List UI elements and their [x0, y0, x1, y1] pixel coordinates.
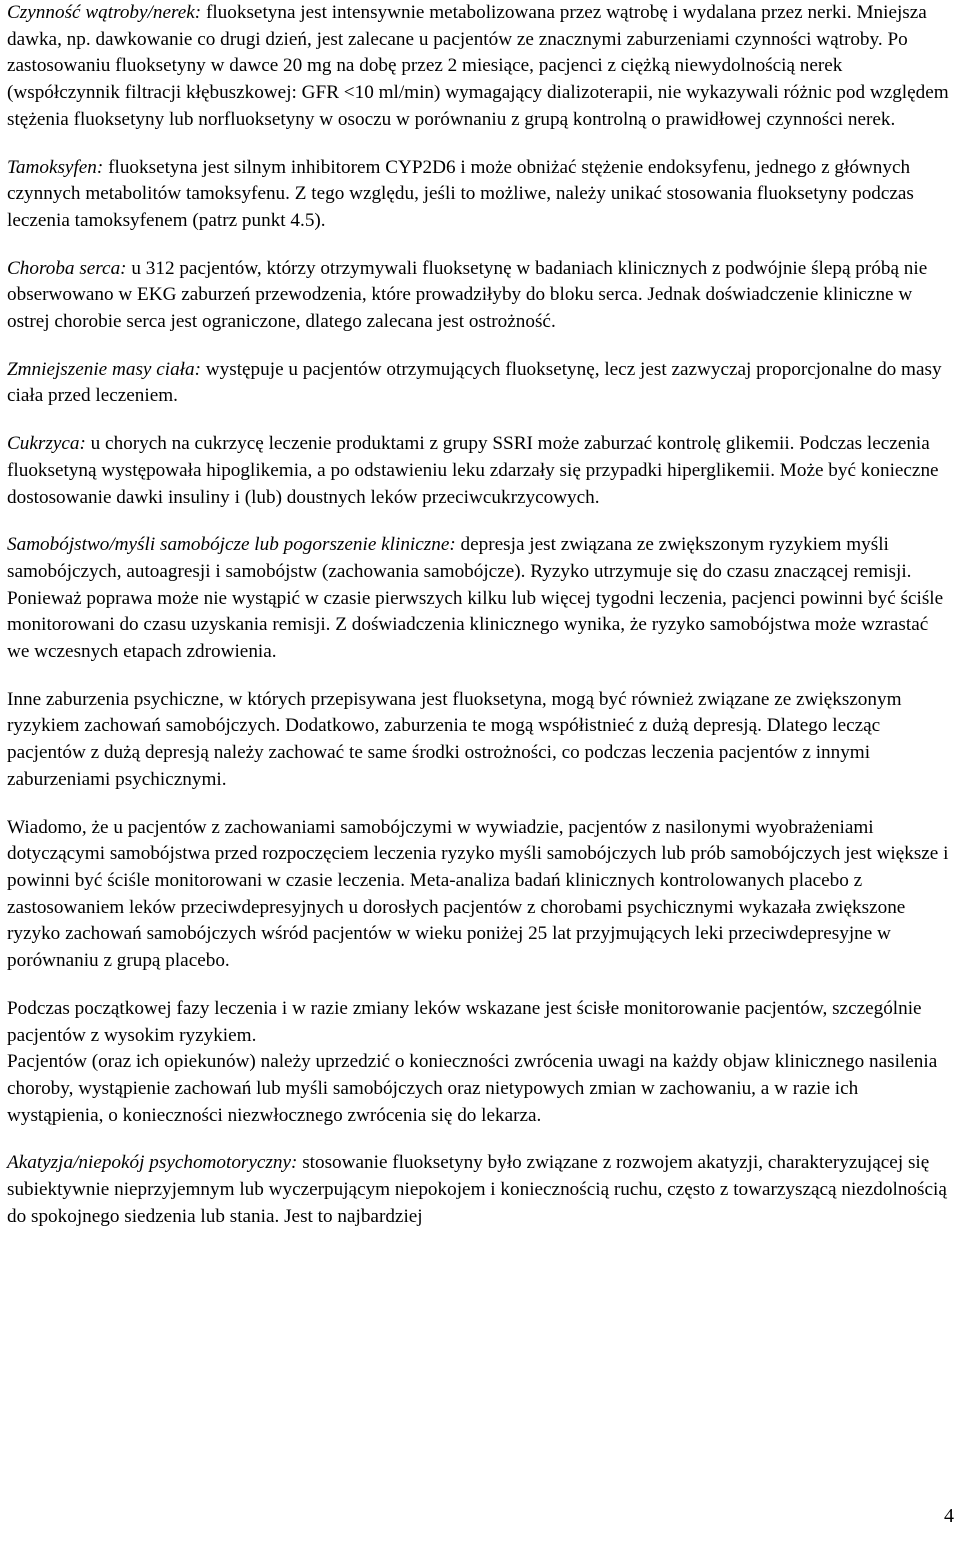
paragraph-suicide	[7, 532, 953, 666]
paragraph-text: stosowanie fluoksetyny było związane z rozwojem akatyzji, charakteryzującej się subiektywnie nieprzyjemnym lub wyczerpującym niepokojem i koniecznością ruchu, często z towarzyszącą niezdolnością do spokojnego siedzenia lub stania. Jest to najbardziej	[7, 1152, 947, 1227]
document-page	[7, 0, 953, 1251]
paragraph-akathisia	[7, 1150, 953, 1230]
paragraph-liver-kidney	[7, 0, 953, 134]
paragraph-diabetes	[7, 431, 953, 511]
paragraph-lead: Samobójstwo/myśli samobójcze lub pogorszenie kliniczne:	[7, 534, 456, 556]
paragraph-initial-phase	[7, 996, 953, 1049]
page-number: 4	[944, 1505, 954, 1527]
paragraph-tamoxifen	[7, 155, 953, 235]
paragraph-text: występuje u pacjentów otrzymujących fluoksetynę, lecz jest zazwyczaj proporcjonalne do masy ciała przed leczeniem.	[7, 358, 942, 407]
paragraph-text: fluoksetyna jest silnym inhibitorem CYP2D6 i może obniżać stężenie endoksyfenu, jednego z głównych czynnych metabolitów tamoksyfenu. Z tego względu, jeśli to możliwe, należy unikać stosowania fluoksetyny podczas leczenia tamoksyfenem (patrz punkt 4.5).	[7, 156, 914, 231]
paragraph-text: fluoksetyna jest intensywnie metabolizowana przez wątrobę i wydalana przez nerki. Mniejsza dawka, np. dawkowanie co drugi dzień, jest zalecane u pacjentów ze znacznymi zaburzeniami czynności wątroby. Po zastosowaniu fluoksetyny w dawce 20 mg na dobę przez 2 miesiące, pacjenci z ciężką niewydolnością nerek (współczynnik filtracji kłębuszkowej: GFR <10 ml/min) wymagający dializoterapii, nie wykazywali różnic pod względem stężenia fluoksetyny lub norfluoksetyny w osoczu w porównaniu z grupą kontrolną o prawidłowej czynności nerek.	[7, 2, 949, 130]
paragraph-lead: Choroba serca:	[7, 257, 127, 279]
paragraph-lead: Cukrzyca:	[7, 433, 86, 455]
paragraph-lead: Zmniejszenie masy ciała:	[7, 358, 201, 380]
paragraph-lead: Czynność wątroby/nerek:	[7, 2, 202, 23]
paragraph-caregivers	[7, 1049, 953, 1129]
paragraph-other-disorders	[7, 687, 953, 794]
paragraph-weight-loss	[7, 357, 953, 410]
paragraph-lead: Akatyzja/niepokój psychomotoryczny:	[7, 1152, 298, 1174]
paragraph-text: u chorych na cukrzycę leczenie produktami z grupy SSRI może zaburzać kontrolę glikemii. Podczas leczenia fluoksetyną występowała hipoglikemia, a po odstawieniu leku zdarzały się przypadki hiperglikemii. Może być konieczne dostosowanie dawki insuliny i (lub) doustnych leków przeciwcukrzycowych.	[7, 433, 939, 508]
paragraph-text: Pacjentów (oraz ich opiekunów) należy uprzedzić o konieczności zwrócenia uwagi na każdy objaw klinicznego nasilenia choroby, wystąpienie zachowań lub myśli samobójczych oraz nietypowych zmian w zachowaniu, a w razie ich wystąpienia, o konieczności niezwłocznego zwrócenia się do lekarza.	[7, 1051, 938, 1126]
paragraph-text: Podczas początkowej fazy leczenia i w razie zmiany leków wskazane jest ścisłe monitorowanie pacjentów, szczególnie pacjentów z wysokim ryzykiem.	[7, 997, 922, 1046]
paragraph-text: depresja jest związana ze zwiększonym ryzykiem myśli samobójczych, autoagresji i samobójstw (zachowania samobójcze). Ryzyko utrzymuje się do czasu znaczącej remisji. Ponieważ poprawa może nie wystąpić w czasie pierwszych kilku lub więcej tygodni leczenia, pacjenci powinni być ściśle monitorowani do czasu uzyskania remisji. Z doświadczenia klinicznego wynika, że ryzyko samobójstwa może wzrastać we wczesnych etapach zdrowienia.	[7, 534, 944, 663]
paragraph-lead: Tamoksyfen:	[7, 156, 104, 178]
paragraph-text: Wiadomo, że u pacjentów z zachowaniami samobójczymi w wywiadzie, pacjentów z nasilonymi wyobrażeniami dotyczącymi samobójstwa przed rozpoczęciem leczenia ryzyko myśli samobójczych lub prób samobójczych jest większe i powinni być ściśle monitorowani w czasie leczenia. Meta-analiza badań klinicznych kontrolowanych placebo z zastosowaniem leków przeciwdepresyjnych u dorosłych pacjentów z chorobami psychicznymi wykazała zwiększone ryzyko zachowań samobójczych wśród pacjentów w wieku poniżej 25 lat przyjmujących leki przeciwdepresyjne w porównaniu z grupą placebo.	[7, 816, 949, 972]
paragraph-text: u 312 pacjentów, którzy otrzymywali fluoksetynę w badaniach klinicznych z podwójnie ślepą próbą nie obserwowano w EKG zaburzeń przewodzenia, które prowadziłyby do bloku serca. Jednak doświadczenie kliniczne w ostrej chorobie serca jest ograniczone, dlatego zalecana jest ostrożność.	[7, 257, 928, 333]
paragraph-heart-disease	[7, 256, 953, 336]
paragraph-history	[7, 815, 953, 975]
paragraph-text: Inne zaburzenia psychiczne, w których przepisywana jest fluoksetyna, mogą być również związane ze zwiększonym ryzykiem zachowań samobójczych. Dodatkowo, zaburzenia te mogą współistnieć z dużą depresją. Dlatego lecząc pacjentów z dużą depresją należy zachować te same środki ostrożności, co podczas leczenia pacjentów z innymi zaburzeniami psychicznymi.	[7, 688, 902, 790]
